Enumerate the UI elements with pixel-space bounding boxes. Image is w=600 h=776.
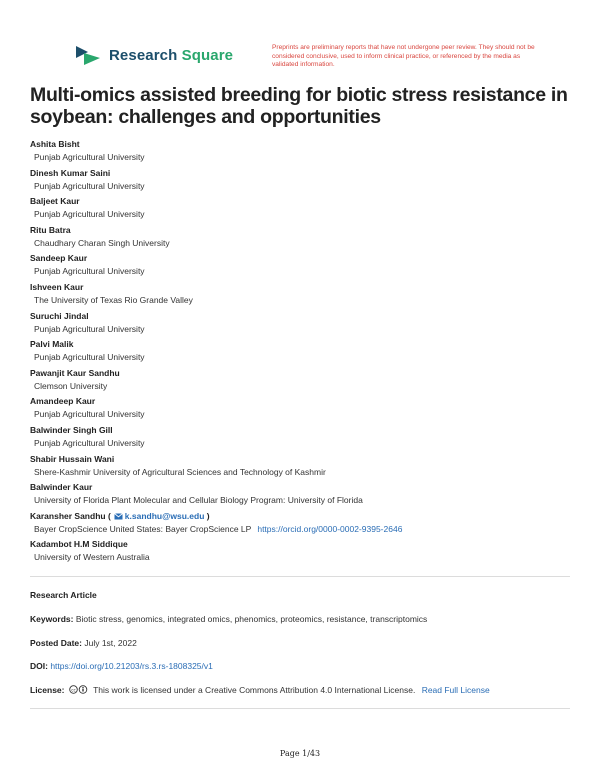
author-name[interactable]: Balwinder Singh Gill bbox=[30, 424, 113, 435]
author-entry bbox=[30, 167, 580, 196]
article-type: Research Article bbox=[30, 590, 97, 600]
keywords-row bbox=[30, 614, 427, 624]
author-affiliation: Chaudhary Charan Singh University bbox=[34, 237, 170, 248]
author-affiliation: Punjab Agricultural University bbox=[34, 437, 145, 448]
orcid-link[interactable]: https://orcid.org/0000-0002-9395-2646 bbox=[257, 523, 403, 534]
author-name[interactable]: Pawanjit Kaur Sandhu bbox=[30, 367, 120, 378]
posted-date-value: July 1st, 2022 bbox=[84, 638, 137, 648]
author-entry bbox=[30, 338, 580, 367]
corresponding-author-entry bbox=[30, 510, 580, 539]
author-affiliation: Punjab Agricultural University bbox=[34, 352, 145, 363]
author-affiliation: Clemson University bbox=[34, 380, 108, 391]
creative-commons-icon bbox=[69, 685, 89, 694]
author-entry bbox=[30, 481, 580, 510]
author-entry bbox=[30, 281, 580, 310]
author-entry bbox=[30, 310, 580, 339]
preprint-disclaimer: Preprints are preliminary reports that have not undergone peer review. They should not be considered conclusive, used to inform clinical practice, or referenced by the media as validated information. bbox=[272, 44, 535, 68]
author-affiliation: Punjab Agricultural University bbox=[34, 209, 145, 220]
doi-row bbox=[30, 661, 213, 671]
logo-wordmark bbox=[109, 47, 233, 64]
section-divider bbox=[30, 708, 570, 709]
read-full-license-link[interactable]: Read Full License bbox=[421, 685, 490, 695]
author-name[interactable]: Balwinder Kaur bbox=[30, 482, 93, 493]
author-name[interactable]: Ritu Batra bbox=[30, 224, 71, 235]
email-link[interactable]: k.sandhu@wsu.edu bbox=[124, 510, 205, 521]
author-entry bbox=[30, 453, 580, 482]
research-square-logo[interactable] bbox=[74, 44, 233, 66]
author-name[interactable]: Suruchi Jindal bbox=[30, 310, 89, 321]
logo-brand: Research bbox=[109, 46, 178, 64]
author-name[interactable]: Shabir Hussain Wani bbox=[30, 453, 115, 464]
author-affiliation: Punjab Agricultural University bbox=[34, 323, 145, 334]
paper-title: Multi-omics assisted breeding for biotic stress resistance in soybean: challenges and opportunities bbox=[30, 84, 568, 128]
affiliation-text: Bayer CropScience United States: Bayer CropScience LP bbox=[34, 523, 252, 534]
author-name[interactable]: Dinesh Kumar Saini bbox=[30, 167, 111, 178]
author-affiliation bbox=[30, 523, 580, 536]
author-entry bbox=[30, 367, 580, 396]
author-entry bbox=[30, 395, 580, 424]
author-name[interactable]: Baljeet Kaur bbox=[30, 196, 80, 207]
author-name[interactable]: Karansher Sandhu bbox=[30, 510, 106, 521]
author-affiliation: Punjab Agricultural University bbox=[34, 266, 145, 277]
author-name[interactable]: Kadambot H.M Siddique bbox=[30, 539, 128, 550]
author-entry bbox=[30, 138, 580, 167]
author-name[interactable]: Ishveen Kaur bbox=[30, 281, 84, 292]
author-entry bbox=[30, 224, 580, 253]
research-square-logo-icon bbox=[74, 44, 102, 66]
doi-link[interactable]: https://doi.org/10.21203/rs.3.rs-1808325/v1 bbox=[50, 661, 213, 671]
author-affiliation: University of Florida Plant Molecular and Cellular Biology Program: University of Florida bbox=[34, 495, 363, 506]
page-number: Page 1/43 bbox=[279, 749, 321, 758]
author-list bbox=[30, 138, 580, 567]
keywords-label: Keywords: bbox=[30, 614, 74, 624]
email-wrapper: ( k.sandhu@wsu.edu ) bbox=[107, 510, 210, 521]
mail-icon bbox=[114, 513, 123, 520]
license-text: This work is licensed under a Creative Commons Attribution 4.0 International License. bbox=[93, 685, 416, 695]
author-affiliation: The University of Texas Rio Grande Valley bbox=[34, 294, 193, 305]
license-row bbox=[30, 685, 490, 695]
author-name[interactable]: Palvi Malik bbox=[30, 339, 74, 350]
svg-text:cc: cc bbox=[71, 687, 76, 693]
author-affiliation: Punjab Agricultural University bbox=[34, 152, 145, 162]
keywords-value: Biotic stress, genomics, integrated omics, phenomics, proteomics, resistance, transcriptomics bbox=[75, 614, 428, 624]
author-affiliation: Punjab Agricultural University bbox=[34, 409, 145, 420]
author-name[interactable]: Amandeep Kaur bbox=[30, 396, 96, 407]
doi-label: DOI: bbox=[30, 661, 48, 671]
author-entry bbox=[30, 195, 580, 224]
author-affiliation: Shere-Kashmir University of Agricultural Sciences and Technology of Kashmir bbox=[34, 466, 326, 477]
author-name[interactable]: Ashita Bisht bbox=[30, 139, 80, 149]
author-affiliation: Punjab Agricultural University bbox=[34, 180, 145, 191]
author-entry bbox=[30, 538, 580, 567]
corresponding-author-name bbox=[30, 510, 580, 523]
posted-date-label: Posted Date: bbox=[30, 638, 82, 648]
author-entry bbox=[30, 424, 580, 453]
author-affiliation: University of Western Australia bbox=[34, 552, 150, 563]
author-name[interactable]: Sandeep Kaur bbox=[30, 253, 88, 264]
posted-date-row bbox=[30, 638, 137, 648]
section-divider bbox=[30, 576, 570, 577]
author-entry bbox=[30, 252, 580, 281]
license-label: License: bbox=[30, 685, 65, 695]
logo-brand-accent: Square bbox=[181, 46, 234, 64]
